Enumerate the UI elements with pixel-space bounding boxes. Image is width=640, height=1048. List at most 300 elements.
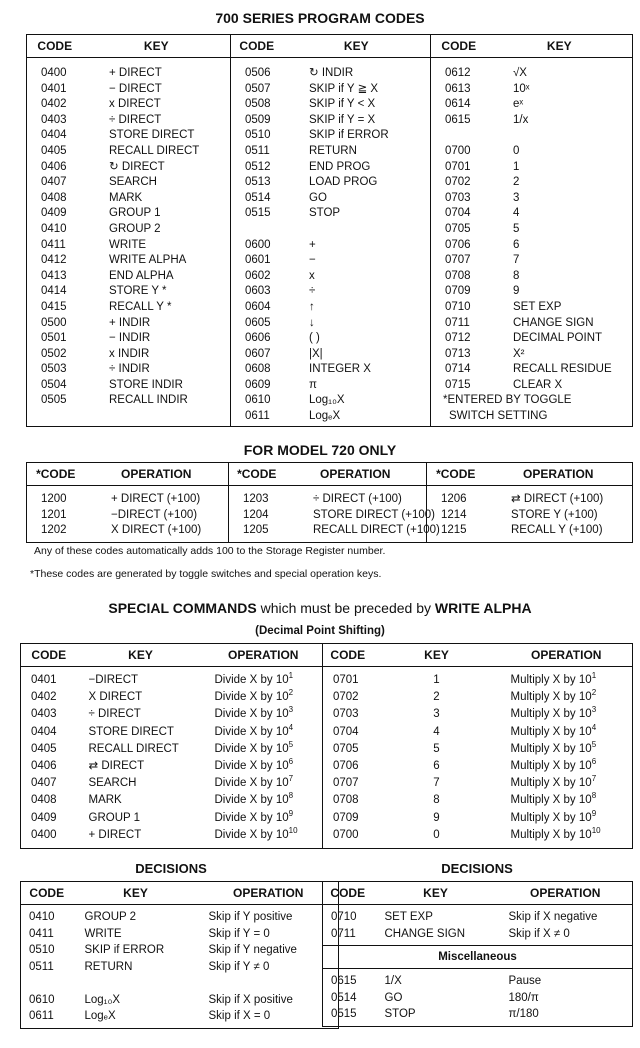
code-value: 0410 [29, 911, 55, 923]
column-group-1 [27, 58, 230, 409]
table-row [323, 724, 633, 741]
code-row [431, 378, 632, 394]
col-header-code: *CODE [36, 467, 76, 481]
operation-value [205, 671, 294, 686]
operation-prefix: Divide X by 10 [214, 708, 289, 721]
key-value: MARK [88, 794, 122, 807]
key-value: ↻ INDIR [309, 67, 354, 79]
code-row [431, 284, 632, 300]
code-value: 1205 [243, 524, 269, 537]
code-value: 0503 [41, 363, 67, 376]
code-value: 0706 [445, 238, 471, 251]
code-row [231, 222, 430, 238]
key-value: SEARCH [109, 176, 157, 189]
table-row [323, 689, 633, 706]
title-special-commands [0, 600, 640, 616]
code-value: 0501 [41, 332, 67, 345]
col-header-code: CODE [441, 39, 477, 53]
operation-prefix: Divide X by 10 [214, 725, 289, 738]
key-value: MARK [109, 191, 143, 204]
code-value: 0704 [333, 725, 359, 738]
note-storage-register: Any of these codes automatically adds 100 to the Storage Register number. [34, 545, 386, 557]
code-value: 0513 [245, 176, 271, 189]
key-value: WRITE [109, 238, 147, 251]
key-value: GROUP 2 [84, 911, 137, 923]
subtitle-decimal-shift: (Decimal Point Shifting) [255, 625, 385, 637]
key-value: ↑ [309, 300, 315, 313]
key-value: Log₁₀X [84, 993, 121, 1006]
code-value: 0703 [445, 191, 471, 204]
code-row [431, 113, 632, 129]
table-row [323, 792, 633, 809]
key-value: 5 [513, 222, 520, 235]
key-value: RETURN [84, 960, 133, 973]
exponent: 4 [591, 722, 597, 732]
table-700-series [26, 34, 633, 427]
key-value: 1 [433, 674, 440, 686]
key-value: eˣ [513, 98, 524, 111]
code-value: 0611 [245, 410, 270, 423]
code-value: 0412 [41, 254, 67, 267]
key-value: GROUP 2 [109, 222, 161, 235]
key-value: END ALPHA [109, 269, 174, 282]
code-row [231, 175, 430, 191]
exponent: 8 [591, 791, 597, 801]
code-value: 0712 [445, 332, 471, 345]
col-header-operation: OPERATION [531, 648, 602, 662]
title-special-a: SPECIAL COMMANDS [108, 600, 257, 616]
col-header-key: KEY [424, 648, 449, 662]
key-value: RECALL DIRECT [88, 742, 179, 755]
code-row [27, 331, 230, 347]
code-row [231, 66, 430, 82]
col-header-operation: OPERATION [530, 886, 601, 900]
code-row [27, 362, 230, 378]
code-row [27, 97, 230, 113]
key-value: 0 [513, 144, 520, 157]
col-header-key: KEY [283, 35, 431, 58]
key-value: ÷ INDIR [109, 363, 150, 376]
code-value: 1203 [243, 493, 269, 505]
operation-prefix: Divide X by 10 [214, 742, 289, 755]
title-special-c: WRITE ALPHA [434, 600, 532, 616]
operation-value: Pause [508, 975, 542, 988]
code-row [431, 253, 632, 269]
code-value: 0515 [331, 1008, 357, 1021]
code-row [431, 144, 632, 160]
code-value: 0512 [245, 160, 271, 173]
key-value: SEARCH [88, 777, 137, 790]
code-value: 0402 [31, 691, 57, 704]
code-value: 0702 [445, 176, 471, 189]
code-row [27, 160, 230, 176]
operation-value: Skip if Y positive [208, 911, 293, 923]
operation-value [205, 722, 294, 738]
col-header-code: CODE [330, 648, 366, 662]
key-value: √X [513, 67, 527, 79]
code-row [231, 238, 430, 254]
exponent: 4 [288, 722, 294, 732]
key-value: + DIRECT [88, 828, 142, 841]
table-row [21, 905, 339, 926]
exponent: 1 [591, 671, 597, 681]
table-row [323, 969, 633, 990]
col-header-code: *CODE [237, 467, 277, 481]
operation-value [501, 705, 597, 721]
code-row [427, 492, 632, 508]
table-row [21, 959, 339, 976]
key-value: 2 [433, 691, 440, 704]
code-row [431, 347, 632, 363]
operation-prefix: Multiply X by 10 [510, 811, 592, 824]
key-value: RECALL INDIR [109, 394, 188, 407]
code-row [27, 191, 230, 207]
exponent: 5 [288, 739, 294, 749]
key-value: RECALL DIRECT [109, 144, 200, 157]
key-value: GROUP 1 [88, 811, 141, 824]
code-value: 1215 [441, 524, 467, 537]
operation-prefix: Divide X by 10 [214, 828, 289, 841]
code-row [231, 362, 430, 378]
code-row [27, 206, 230, 222]
code-value: 0615 [445, 113, 471, 126]
table-row [323, 741, 633, 758]
key-value: X DIRECT [88, 691, 143, 704]
operation-prefix: Divide X by 10 [214, 691, 289, 704]
code-value: 0600 [245, 238, 271, 251]
code-row [27, 66, 230, 82]
operation-value [205, 774, 294, 790]
table-row [21, 792, 323, 809]
key-value: 9 [513, 285, 520, 298]
key-value: RETURN [309, 144, 357, 157]
code-value: 0403 [31, 708, 57, 721]
operation-value [205, 739, 294, 755]
table-row [21, 775, 323, 792]
col-header-key: KEY [128, 648, 153, 662]
table-row [21, 942, 339, 959]
code-value: 0710 [445, 300, 471, 313]
key-value: 4 [513, 207, 520, 220]
key-value: LogₑX [309, 410, 341, 423]
operation-value: 180/π [508, 991, 539, 1004]
code-row [229, 492, 426, 508]
code-row [27, 222, 230, 238]
key-value: x INDIR [109, 347, 150, 360]
code-row [27, 144, 230, 160]
code-row [27, 284, 230, 300]
key-value: LogₑX [84, 1010, 116, 1023]
code-value: 1204 [243, 508, 269, 521]
code-value: 0706 [333, 759, 359, 772]
exponent: 6 [288, 757, 294, 767]
key-value: + [309, 238, 316, 251]
code-row [431, 316, 632, 332]
code-value: 0606 [245, 332, 271, 345]
code-row [431, 175, 632, 191]
code-value: 0511 [29, 960, 54, 973]
code-row [231, 316, 430, 332]
code-value: 0709 [445, 285, 471, 298]
code-row [431, 269, 632, 285]
column-group-2 [231, 58, 430, 425]
code-row [231, 253, 430, 269]
operation-value: STORE Y (+100) [511, 508, 598, 521]
operation-prefix: Divide X by 10 [214, 811, 289, 824]
key-value: CLEAR X [513, 378, 563, 391]
code-row [431, 82, 632, 98]
operation-value: Skip if Y negative [208, 944, 297, 957]
key-value: 0 [433, 828, 440, 841]
key-value: + DIRECT [109, 67, 162, 79]
code-value: 0407 [31, 777, 57, 790]
col-header-key: KEY [123, 886, 148, 900]
code-row [27, 393, 230, 409]
code-value: 0410 [41, 222, 67, 235]
operation-prefix: Multiply X by 10 [510, 691, 592, 704]
code-value: 0402 [41, 98, 67, 111]
code-row [231, 191, 430, 207]
col-header-operation: OPERATION [285, 463, 427, 486]
operation-value: STORE DIRECT (+100) [313, 508, 435, 521]
key-value: − DIRECT [109, 82, 162, 95]
code-value: 0704 [445, 207, 471, 220]
code-row [231, 393, 430, 409]
code-row [431, 300, 632, 316]
code-value: 0701 [445, 160, 471, 173]
code-value: 0714 [445, 363, 471, 376]
code-row [229, 523, 440, 539]
key-value: ÷ DIRECT [109, 113, 162, 126]
code-row [231, 409, 430, 425]
code-row [431, 238, 632, 254]
code-value: 1214 [441, 508, 467, 521]
key-value: 6 [433, 759, 440, 772]
code-value: 0705 [445, 222, 471, 235]
code-row [431, 331, 632, 347]
code-value: 0408 [41, 191, 67, 204]
operation-value: −DIRECT (+100) [111, 508, 198, 521]
code-value: 0605 [245, 316, 271, 329]
code-value: 0601 [245, 254, 271, 267]
col-header-code: CODE [37, 39, 73, 53]
key-value: SKIP if Y < X [309, 98, 376, 111]
key-value: STORE DIRECT [88, 725, 174, 738]
code-value: 0500 [41, 316, 67, 329]
operation-value: ÷ DIRECT (+100) [313, 493, 402, 505]
code-row [27, 82, 230, 98]
code-value: 0403 [41, 113, 67, 126]
operation-value [205, 825, 298, 841]
table-row [323, 926, 633, 946]
table-decisions-right [322, 881, 633, 1027]
key-value: 8 [513, 269, 520, 282]
code-value: 0715 [445, 378, 471, 391]
footnote-toggle-2: SWITCH SETTING [449, 410, 548, 423]
operation-prefix: Multiply X by 10 [510, 674, 592, 686]
code-value: 0609 [245, 378, 271, 391]
table-row [21, 827, 323, 849]
table-row [21, 667, 323, 690]
key-value: ÷ [309, 285, 316, 298]
code-row [27, 492, 228, 508]
code-value: 0404 [31, 725, 57, 738]
table-row [323, 990, 633, 1007]
col-header-operation: OPERATION [228, 648, 299, 662]
code-value: 0603 [245, 285, 271, 298]
code-row [231, 128, 430, 144]
operation-value: Skip if Y ≠ 0 [208, 960, 270, 973]
operation-prefix: Multiply X by 10 [510, 828, 592, 841]
code-value: 0409 [41, 207, 67, 220]
col-header-key: KEY [423, 886, 448, 900]
table-row [21, 992, 339, 1009]
key-value: −DIRECT [88, 674, 139, 686]
operation-value: π/180 [508, 1008, 539, 1021]
operation-value [501, 739, 597, 755]
code-row [27, 378, 230, 394]
exponent: 3 [288, 705, 294, 715]
code-value: 0414 [41, 285, 67, 298]
table-row [21, 741, 323, 758]
operation-value: + DIRECT (+100) [111, 493, 201, 505]
code-value: 0700 [333, 828, 359, 841]
key-value: SET EXP [384, 911, 433, 923]
key-value: SKIP if ERROR [84, 944, 165, 957]
code-value: 0604 [245, 300, 271, 313]
operation-value: RECALL Y (+100) [511, 524, 603, 537]
key-value: WRITE [84, 927, 122, 940]
code-value: 0710 [331, 911, 357, 923]
key-value: RECALL Y * [109, 300, 172, 313]
operation-prefix: Multiply X by 10 [510, 725, 592, 738]
note-toggle-codes: *These codes are generated by toggle switches and special operation keys. [30, 568, 382, 580]
code-value: 0409 [31, 811, 57, 824]
key-value: 1/x [513, 113, 529, 126]
code-row [27, 253, 230, 269]
operation-value: Skip if X = 0 [208, 1010, 271, 1023]
col-header-key: KEY [83, 35, 231, 58]
key-value: 4 [433, 725, 440, 738]
key-value: STOP [384, 1008, 416, 1021]
exponent: 6 [591, 757, 597, 767]
operation-value: Skip if X positive [208, 993, 293, 1006]
code-value: 0411 [29, 927, 54, 940]
code-value: 0508 [245, 98, 271, 111]
key-value: DECIMAL POINT [513, 332, 603, 345]
exponent: 7 [591, 774, 597, 784]
code-value: 0511 [245, 144, 270, 157]
code-value: 1201 [41, 508, 67, 521]
code-row [431, 222, 632, 238]
key-value: 8 [433, 794, 440, 807]
code-value: 0713 [445, 347, 471, 360]
exponent: 5 [591, 739, 597, 749]
key-value: 3 [513, 191, 520, 204]
key-value: ÷ DIRECT [88, 708, 141, 721]
code-value: 0701 [333, 674, 359, 686]
key-value: π [309, 378, 317, 391]
key-value: GO [309, 191, 327, 204]
code-value: 0708 [445, 269, 471, 282]
key-value: X² [513, 347, 525, 360]
table-special-right [322, 643, 633, 849]
operation-value: RECALL DIRECT (+100) [313, 524, 440, 537]
key-value: ( ) [309, 332, 320, 345]
exponent: 10 [591, 825, 601, 835]
key-value: INTEGER X [309, 363, 371, 376]
key-value: GROUP 1 [109, 207, 161, 220]
key-value: 7 [433, 777, 440, 790]
table-decisions-left [20, 881, 339, 1029]
operation-value: Skip if X ≠ 0 [508, 927, 570, 940]
exponent: 7 [288, 774, 294, 784]
key-value: STORE Y * [109, 285, 167, 298]
code-row [431, 191, 632, 207]
operation-value [501, 671, 597, 686]
table-row [21, 810, 323, 827]
table-row [323, 775, 633, 792]
code-row [231, 160, 430, 176]
code-row [431, 160, 632, 176]
col-header-code: CODE [31, 648, 67, 662]
code-value: 0413 [41, 269, 67, 282]
table-row [21, 1008, 339, 1028]
exponent: 10 [288, 825, 298, 835]
col-header-code: *CODE [436, 467, 476, 481]
code-value: 0709 [333, 811, 359, 824]
table-row [323, 810, 633, 827]
code-value: 0608 [245, 363, 271, 376]
code-row [231, 331, 430, 347]
operation-value [205, 791, 294, 807]
code-value: 0407 [41, 176, 67, 189]
table-row [21, 758, 323, 775]
key-value: 6 [513, 238, 520, 251]
code-value: 0505 [41, 394, 67, 407]
column-group-1 [27, 486, 228, 539]
code-value: 0515 [245, 207, 271, 220]
column-group-3 [431, 58, 632, 393]
code-value: 0506 [245, 67, 271, 79]
key-value: SKIP if ERROR [309, 129, 389, 142]
key-value: CHANGE SIGN [384, 927, 466, 940]
operation-value [501, 688, 597, 704]
code-value: 1202 [41, 524, 67, 537]
code-value: 0400 [31, 828, 57, 841]
key-value: SKIP if Y = X [309, 113, 376, 126]
code-value: 1200 [41, 493, 67, 505]
code-row [427, 523, 632, 539]
code-row [431, 362, 632, 378]
code-value: 0408 [31, 794, 57, 807]
operation-value: ⇄ DIRECT (+100) [511, 493, 604, 505]
code-row [431, 66, 632, 82]
key-value: STOP [309, 207, 341, 220]
code-row [231, 144, 430, 160]
table-row [21, 926, 339, 943]
key-value: Log₁₀X [309, 394, 345, 407]
code-value: 0610 [29, 993, 55, 1006]
key-value: x DIRECT [109, 98, 161, 111]
operation-prefix: Multiply X by 10 [510, 777, 592, 790]
operation-prefix: Multiply X by 10 [510, 759, 592, 772]
operation-value [205, 757, 294, 772]
code-value: 0400 [41, 67, 67, 79]
operation-value [501, 808, 597, 824]
column-group-2 [229, 486, 440, 539]
code-row [27, 523, 228, 539]
